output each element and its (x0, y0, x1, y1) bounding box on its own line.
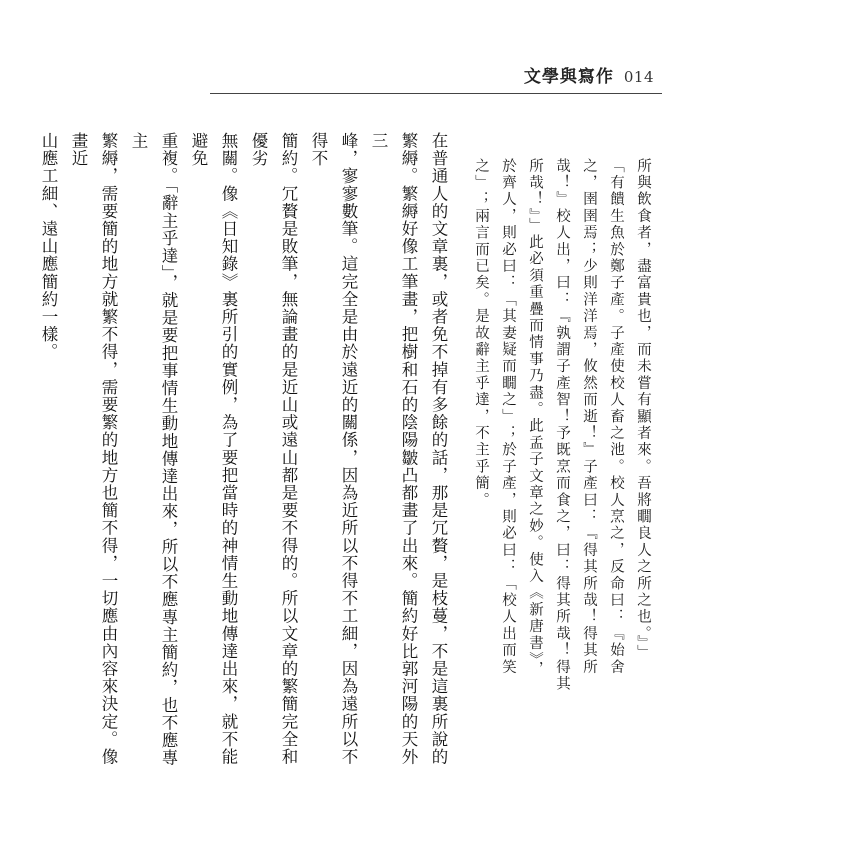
quote-line: 「有饋生魚於鄭子產。子產使校人畜之池。校人烹之，反命曰：『始舍 (608, 158, 624, 676)
quote-line: 之，圉圉焉；少則洋洋焉，攸然而逝！』子產曰：『得其所哉！得其所 (581, 158, 597, 676)
paragraph-gap (453, 132, 467, 772)
vertical-text-block (33, 132, 656, 772)
body-line: 山應工細、遠山應簡約一樣。 (39, 132, 58, 361)
body-line: 無關。像《日知錄》裏所引的實例，為了要把當時的神情生動地傳達出來，就不能避免 (189, 132, 238, 766)
header-rule (210, 93, 662, 94)
quote-line: 所哉！』」此必須重疊而情事乃盡。此孟子文章之妙。使入《新唐書》， (527, 158, 543, 678)
body-line: 峰，寥寥數筆。這完全是由於遠近的關係，因為近所以不得不工細，因為遠所以不得不 (309, 132, 358, 766)
body-paragraph (33, 132, 453, 772)
body-line: 繁縟，需要簡的地方就繁不得，需要繁的地方也簡不得，一切應由內容來決定。像畫近 (69, 132, 118, 766)
quote-line: 哉！』校人出，曰：『孰謂子產智！予既烹而食之，曰：得其所哉！得其 (554, 158, 570, 693)
body-line: 在普通人的文章裏，或者免不掉有多餘的話，那是冗贅，是枝蔓，不是這裏所說的 (429, 132, 448, 766)
body-line: 重複。「辭主乎達」，就是要把事情生動地傳達出來，所以不應專主簡約，也不應專主 (129, 132, 178, 767)
quote-line: 於齊人，則必曰：「其妻疑而瞯之」；於子產，則必曰：「校人出而笑 (500, 158, 516, 676)
book-title: 文學與寫作 (523, 67, 614, 87)
page-number: 014 (623, 68, 654, 86)
quote-line: 之」；兩言而已矣。是故辭主乎達，不主乎簡。 (473, 158, 489, 509)
body-line: 簡約。冗贅是敗筆，無論畫的是近山或遠山都是要不得的。所以文章的繁簡完全和優劣 (249, 132, 298, 766)
running-header (524, 62, 654, 87)
body-line: 繁縟。繁縟好像工筆畫，把樹和石的陰陽皺凸都畫了出來。簡約好比郭河陽的天外三 (369, 132, 418, 766)
quote-line: 所與飲食者，盡富貴也，而未嘗有顯者來。吾將瞯良人之所之也。』」 (635, 158, 651, 662)
quotation-block (467, 132, 656, 772)
